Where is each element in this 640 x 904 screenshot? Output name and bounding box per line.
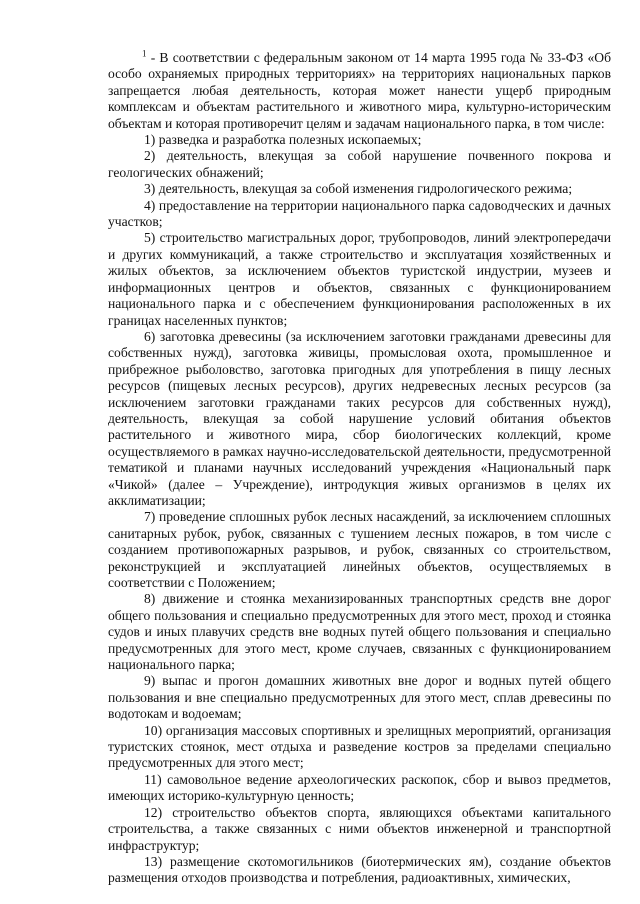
list-item-9: 9) выпас и прогон домашних животных вне дорог и водных путей общего пользования и вне специально предусмотренных для этого мест, сплав древесины по водотокам и водоемам; [108,673,611,722]
footnote-mark: 1 [142,48,147,59]
intro-text: - В соответствии с федеральным законом от 14 марта 1995 года № 33-ФЗ «Об особо охраняемых природных территориях» на территориях национальных парков запрещается любая деятельность, которая может нанести ущерб природным комплексам и объектам растительного и животного мира, культурно-историческим объектам и которая противоречит целям и задачам национального парка, в том числе: [108,50,611,131]
list-item-1: 1) разведка и разработка полезных ископаемых; [144,132,422,148]
document-page [108,50,611,887]
list-item-13: 13) размещение скотомогильников (биотермических ям), создание объектов размещения отходов производства и потребления, радиоактивных, химических, [108,853,611,886]
intro-paragraph [108,50,611,132]
list-item-5: 5) строительство магистральных дорог, трубопроводов, линий электропередачи и других коммуникаций, а также строительство и эксплуатация хозяйственных и жилых объектов, за исключением объектов туристской индустрии, музеев и информационных центров и объектов, связанных с функционированием национального парка и с обеспечением функционирования расположенных в их границах населенных пунктов; [108,230,611,328]
list-item-11: 11) самовольное ведение археологических раскопок, сбор и вывоз предметов, имеющих историко-культурную ценность; [108,771,611,804]
list-item-4: 4) предоставление на территории национального парка садоводческих и дачных участков; [108,197,611,230]
list-item-6: 6) заготовка древесины (за исключением заготовки гражданами древесины для собственных нужд), заготовка живицы, промысловая охота, промышленное и прибрежное рыболовство, заготовка пригодных для употребления в пищу лесных ресурсов (пищевых лесных ресурсов), других недревесных лесных ресурсов (за исключением заготовки гражданами таких ресурсов для собственных нужд), деятельность, влекущая за собой нарушение условий обитания объектов растительного и животного мира, сбор биологических коллекций, кроме осуществляемого в рамках научно-исследовательской деятельности, предусмотренной тематикой и планами научных исследований учреждения «Национальный парк «Чикой» (далее – Учреждение), интродукция живых организмов в целях их акклиматизации; [108,328,611,508]
list-item-2: 2) деятельность, влекущая за собой нарушение почвенного покрова и геологических обнажений; [108,148,611,180]
list-item-3: 3) деятельность, влекущая за собой изменения гидрологического режима; [144,181,573,197]
list-item-8: 8) движение и стоянка механизированных транспортных средств вне дорог общего пользования и специально предусмотренных для этого мест, проход и стоянка судов и иных плавучих средств вне водных путей общего пользования и специально предусмотренных для этого мест, кроме случаев, связанных с функционированием национального парка; [108,591,611,673]
list-item-7: 7) проведение сплошных рубок лесных насаждений, за исключением сплошных санитарных рубок, рубок, связанных с тушением лесных пожаров, в том числе с созданием противопожарных разрывов, и рубок, связанных со строительством, реконструкцией и эксплуатацией линейных объектов, осуществляемых в соответствии с Положением; [108,509,611,590]
list-item-10: 10) организация массовых спортивных и зрелищных мероприятий, организация туристских стоянок, мест отдыха и разведение костров за пределами специально предусмотренных для этого мест; [108,722,611,771]
list-item-12: 12) строительство объектов спорта, являющихся объектами капитального строительства, а также связанных с ними объектов инженерной и транспортной инфраструктур; [108,804,611,853]
